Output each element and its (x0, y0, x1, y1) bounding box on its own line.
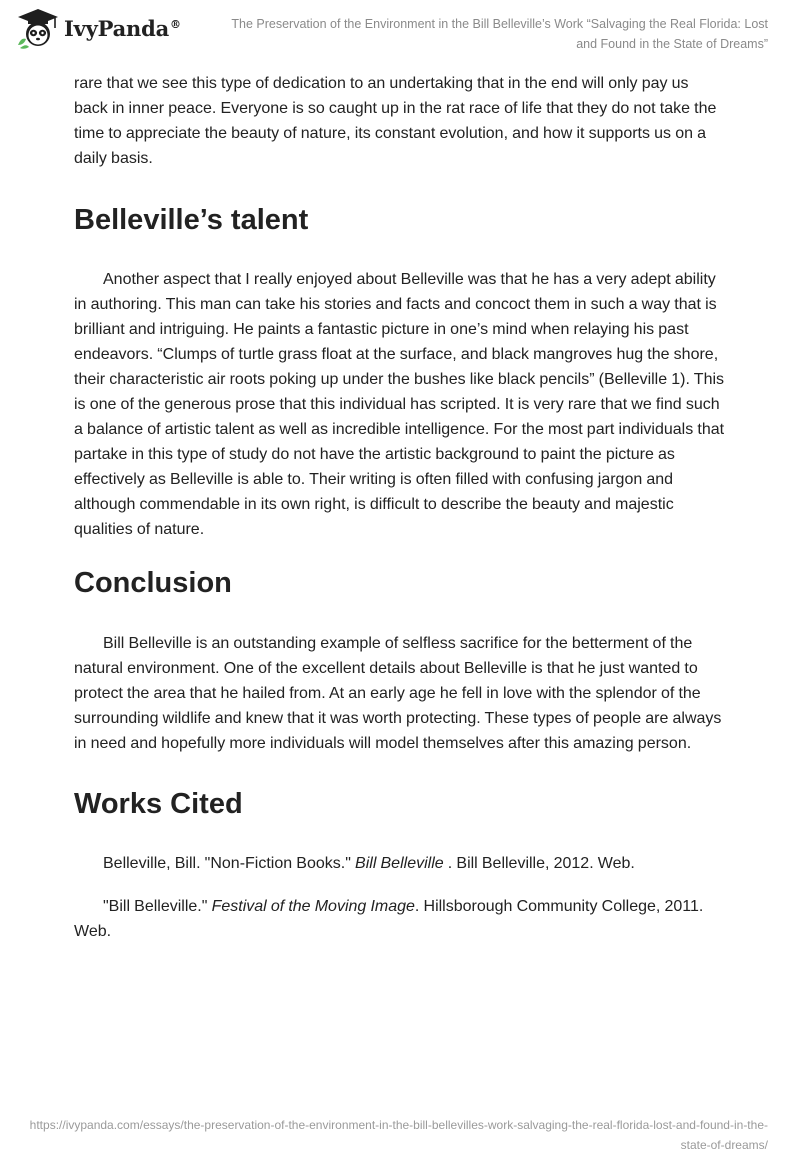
conclusion-heading: Conclusion (74, 567, 232, 599)
conclusion-paragraph: Bill Belleville is an outstanding example of selfless sacrifice for the betterment of the natural environment. One of the excellent details about Belleville is that he just wanted to protect the area that he hailed from. At an early age he fell in love with the splendor of the surrounding wildlife and knew that it was worth protecting. These types of people are always in need and hopefully more individuals will model themselves after this amazing person. (74, 635, 722, 752)
document-title: The Preservation of the Environment in the Bill Belleville’s Work “Salvaging the Real Florida: Lost and Found in the State of Dreams” (231, 17, 768, 51)
intro-paragraph: rare that we see this type of dedication to an undertaking that in the end will only pay us back in inner peace. Everyone is so caught up in the rat race of life that they do not take the time to appreciate the beauty of nature, its constant evolution, and how it supports us on a daily basis. (74, 75, 717, 167)
citation-item: Belleville, Bill. "Non-Fiction Books." Bill Belleville . Bill Belleville, 2012. Web. (103, 855, 635, 872)
logo-wordmark: IvyPanda® (64, 15, 181, 41)
panda-graduate-icon (16, 7, 60, 49)
ivypanda-logo[interactable] (16, 7, 181, 49)
source-url[interactable]: https://ivypanda.com/essays/the-preservation-of-the-environment-in-the-bill-bellevilles-work-salvaging-the-real-florida-lost-and-found-in-the-state-of-dreams/ (29, 1118, 768, 1152)
page-header (0, 0, 800, 60)
essay-body (74, 71, 726, 944)
works-cited-heading: Works Cited (74, 788, 243, 820)
talent-heading: Belleville’s talent (74, 204, 309, 236)
citation-item: "Bill Belleville." Festival of the Moving Image. Hillsborough Community College, 2011. Web. (74, 898, 704, 940)
talent-paragraph: Another aspect that I really enjoyed about Belleville was that he has a very adept ability in authoring. This man can take his stories and facts and concoct them in such a way that is brilliant and intriguing. He paints a fantastic picture in one’s mind when relaying his past endeavors. “Clumps of turtle grass float at the surface, and black mangroves hug the shore, their characteristic air roots poking up under the bushes like black pencils” (Belleville 1). This is one of the generous prose that this individual has scripted. It is very rare that we find such a balance of artistic talent as well as incredible intelligence. For the most part individuals that partake in this type of study do not have the artistic background to paint the picture as effectively as Belleville is able to. Their writing is often filled with confusing jargon and although commendable in its own right, is difficult to describe the beauty and majestic qualities of nature. (74, 271, 725, 538)
